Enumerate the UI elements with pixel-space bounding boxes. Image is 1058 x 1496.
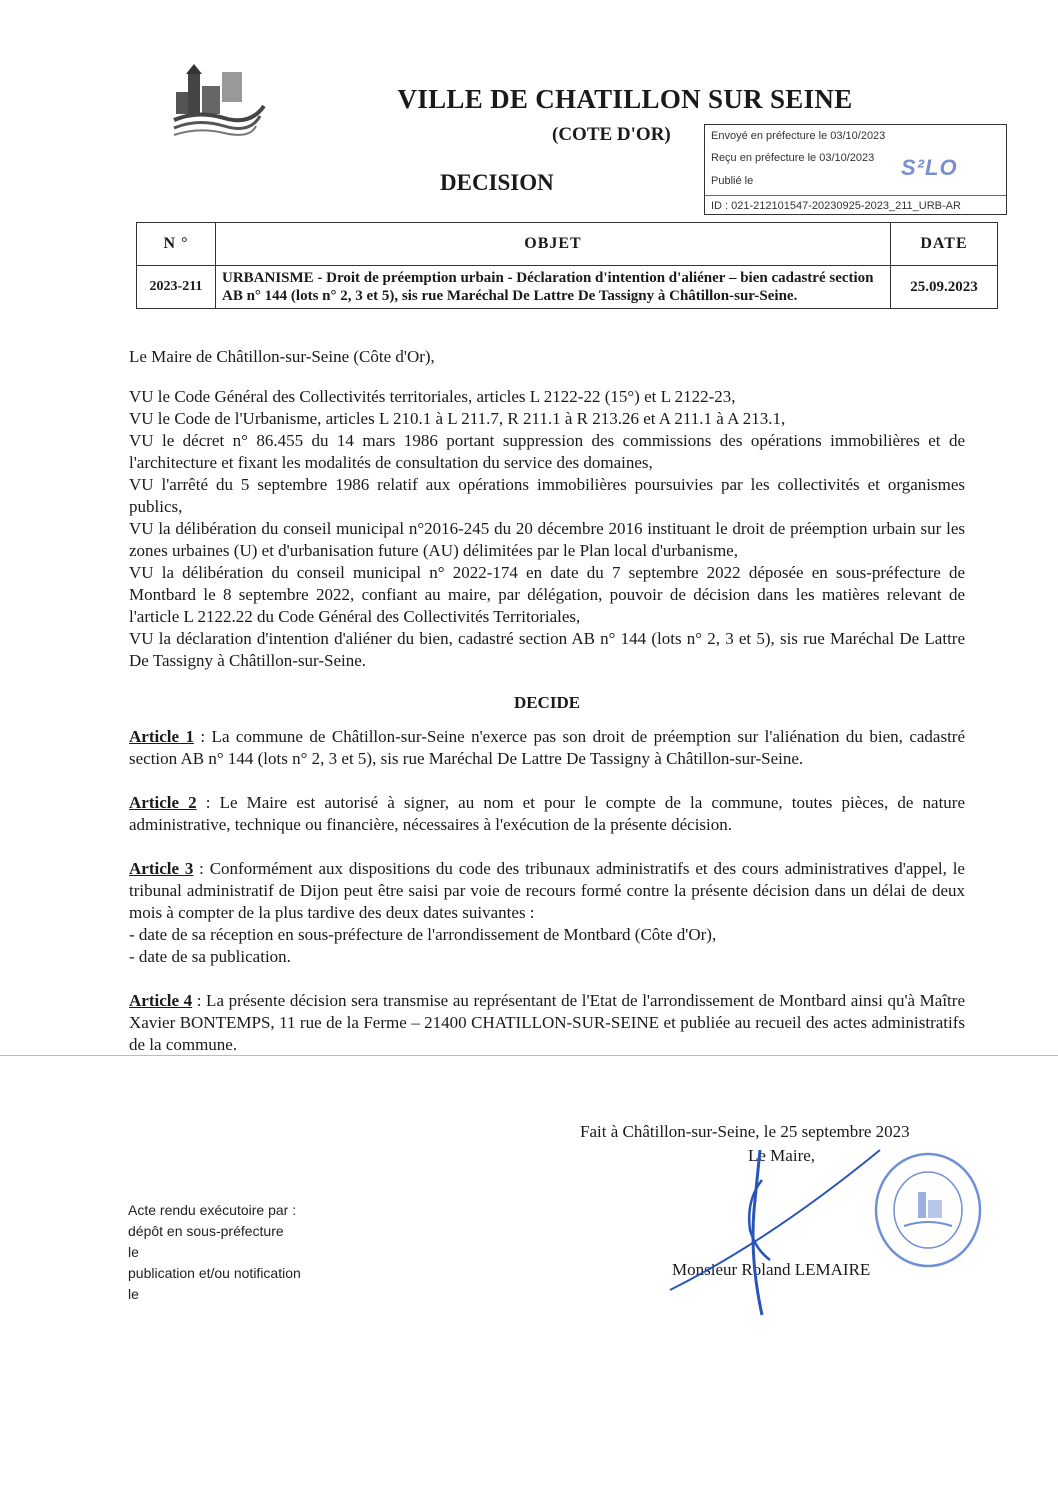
article-2-text: : Le Maire est autorisé à signer, au nom et pour le compte de la commune, toutes pièces, de nature administrative, technique ou financière, nécessaires à l'exécution de la présente décision. (129, 793, 965, 834)
stamp-id: ID : 021-212101547-20230925-2023_211_URB-AR (711, 200, 961, 212)
article-3-item-2: - date de sa publication. (129, 947, 291, 966)
decision-body (129, 346, 965, 1056)
article-4 (129, 990, 965, 1056)
col-object-header: OBJET (216, 223, 891, 266)
prefecture-stamp (704, 124, 1007, 215)
city-title: VILLE DE CHATILLON SUR SEINE (397, 84, 853, 114)
article-3-title: Article 3 (129, 859, 194, 878)
visa-4: VU l'arrêté du 5 septembre 1986 relatif aux opérations immobilières poursuivies par les collectivités et organismes publics, (129, 475, 965, 516)
article-2 (129, 792, 965, 836)
signer-name: Monsieur Roland LEMAIRE (672, 1260, 871, 1279)
city-logo-icon (168, 64, 268, 140)
table-row (137, 266, 998, 309)
decision-number: 2023-211 (137, 266, 216, 309)
article-4-title: Article 4 (129, 991, 193, 1010)
decision-table (136, 222, 998, 309)
visa-3: VU le décret n° 86.455 du 14 mars 1986 portant suppression des commissions des opérations immobilières et de l'architecture et fixant les modalités de consultation du service des domaines, (129, 431, 965, 472)
decision-object: URBANISME - Droit de préemption urbain - Déclaration d'intention d'aliéner – bien cadastré section AB n° 144 (lots n° 2, 3 et 5), sis rue Maréchal De Lattre De Tassigny à Châtillon-sur-Seine. (216, 266, 891, 309)
col-date-header: DATE (891, 223, 998, 266)
s2lo-logo: S²LO (901, 155, 958, 180)
article-3-text: : Conformément aux dispositions du code des tribunaux administratifs et des cours administratives d'appel, le tribunal administratif de Dijon peut être saisi par voie de recours formé contre la présente décision dans un délai de deux mois à compter de la plus tardive des deux dates suivantes : (129, 859, 965, 922)
article-3 (129, 858, 965, 924)
article-1-title: Article 1 (129, 727, 194, 746)
execution-line-1: Acte rendu exécutoire par : (128, 1202, 297, 1218)
article-3-item-1: - date de sa réception en sous-préfecture de l'arrondissement de Montbard (Côte d'Or), (129, 925, 717, 944)
document-type: DECISION (440, 170, 554, 195)
stamp-published: Publié le (711, 175, 754, 187)
execution-line-5: le (128, 1286, 139, 1302)
stamp-sent: Envoyé en préfecture le 03/10/2023 (711, 130, 886, 142)
execution-line-2: dépôt en sous-préfecture (128, 1223, 284, 1239)
execution-note (128, 1200, 301, 1305)
place-date: Fait à Châtillon-sur-Seine, le 25 septembre 2023 (580, 1122, 910, 1141)
stamp-divider (705, 195, 1006, 196)
article-2-title: Article 2 (129, 793, 197, 812)
handwritten-signature (650, 1140, 890, 1320)
visa-2: VU le Code de l'Urbanisme, articles L 210.1 à L 211.7, R 211.1 à R 213.26 et A 211.1 à A 213.1, (129, 409, 786, 428)
execution-line-4: publication et/ou notification (128, 1265, 301, 1281)
article-1 (129, 726, 965, 770)
decide-heading: DECIDE (513, 693, 581, 712)
city-seal-icon (872, 1150, 984, 1270)
visa-6: VU la délibération du conseil municipal n° 2022-174 en date du 7 septembre 2022 déposée en sous-préfecture de Montbard le 8 septembre 2022, confiant au maire, par délégation, pouvoir de décision dans les matières relevant de l'article L 2122.22 du Code Général des Collectivités Territoriales, (129, 563, 965, 626)
signer-title: Le Maire, (748, 1146, 816, 1165)
article-1-text: : La commune de Châtillon-sur-Seine n'exerce pas son droit de préemption sur l'aliénation du bien, cadastré section AB n° 144 (lots n° 2, 3 et 5), sis rue Maréchal De Lattre De Tassigny à Châtillon-sur-Seine. (129, 727, 965, 768)
visa-1: VU le Code Général des Collectivités territoriales, articles L 2122-22 (15°) et L 2122-23, (129, 387, 736, 406)
visa-7: VU la déclaration d'intention d'aliéner du bien, cadastré section AB n° 144 (lots n° 2, 3 et 5), sis rue Maréchal De Lattre De Tassigny à Châtillon-sur-Seine. (129, 629, 965, 670)
decision-date: 25.09.2023 (891, 266, 998, 309)
visa-5: VU la délibération du conseil municipal n°2016-245 du 20 décembre 2016 instituant le droit de préemption urbain sur les zones urbaines (U) et d'urbanisation future (AU) délimitées par le Plan local d'urbanisme, (129, 519, 965, 560)
department-label: (COTE D'OR) (552, 124, 671, 145)
stamp-received: Reçu en préfecture le 03/10/2023 (711, 152, 875, 164)
col-number-header: N ° (137, 223, 216, 266)
article-4-text: : La présente décision sera transmise au représentant de l'Etat de l'arrondissement de Montbard ainsi qu'à Maître Xavier BONTEMPS, 11 rue de la Ferme – 21400 CHATILLON-SUR-SEINE et publiée au recueil des actes administratifs de la commune. (129, 991, 965, 1054)
execution-line-3: le (128, 1244, 139, 1260)
intro-line: Le Maire de Châtillon-sur-Seine (Côte d'Or), (129, 347, 435, 366)
